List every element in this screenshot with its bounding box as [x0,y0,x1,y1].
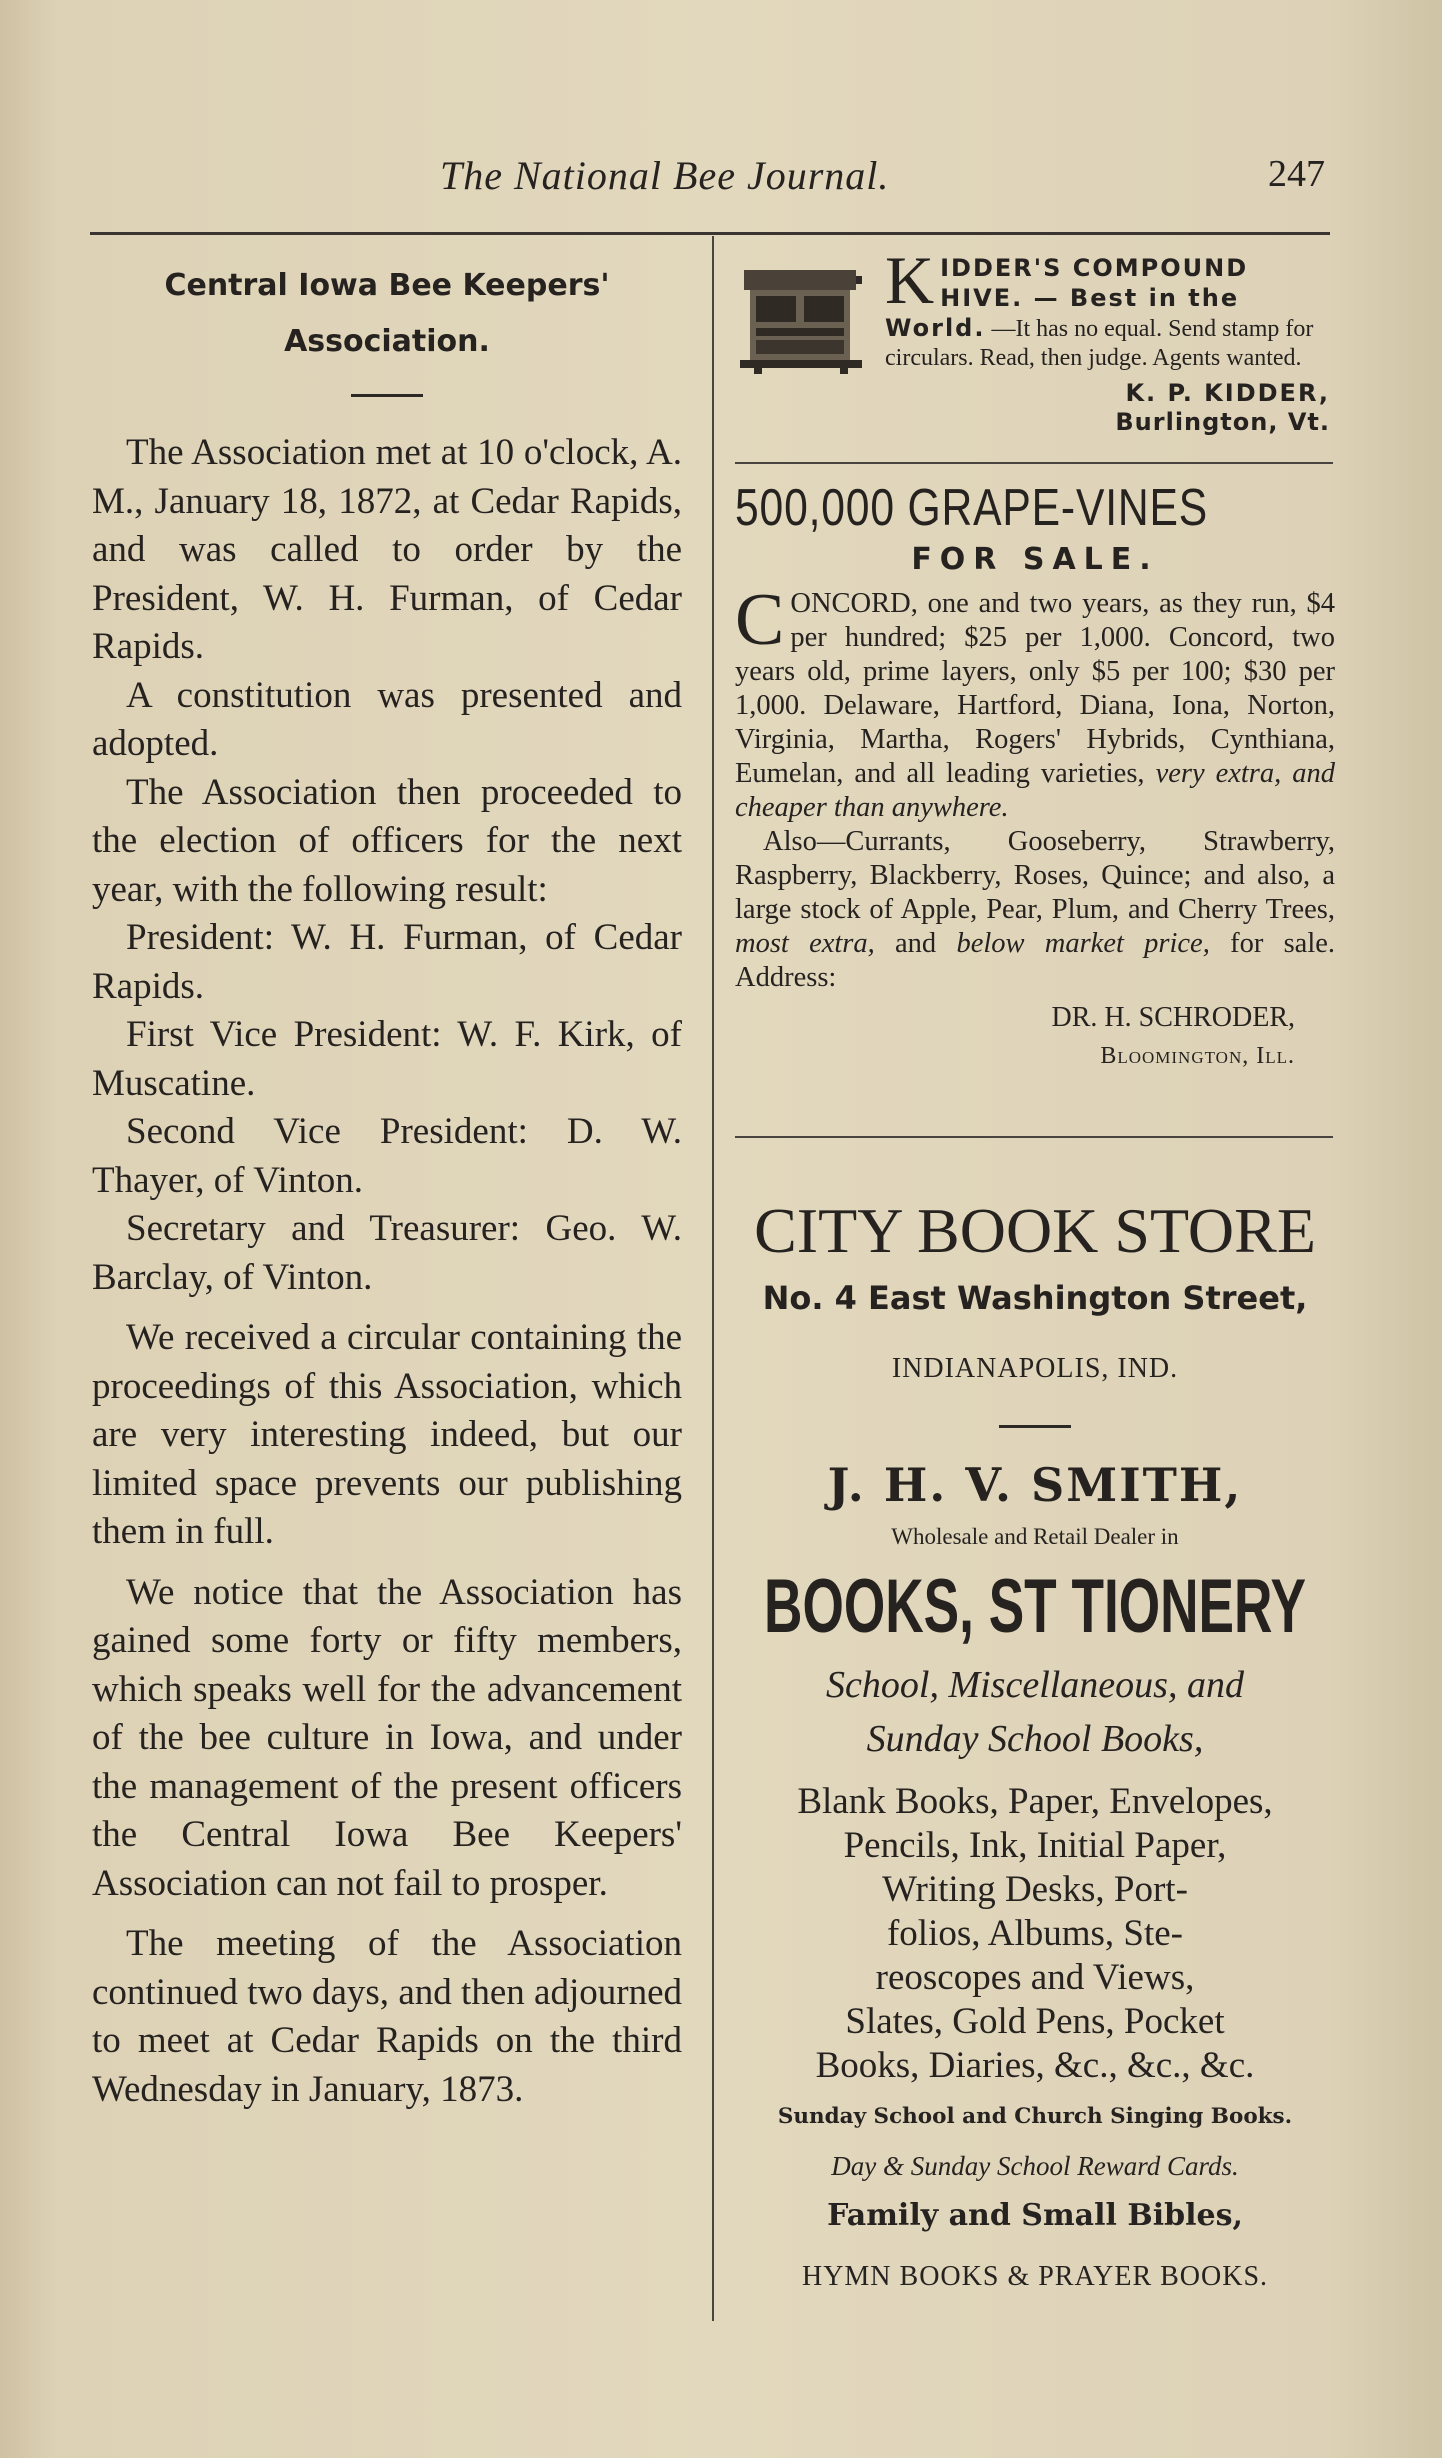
running-title: The National Bee Journal. [440,153,890,198]
grape-initial: C [735,579,785,661]
kidder-body: —It has no equal. Send stamp for circulars. Read, then judge. Agents wanted. [885,316,1314,371]
store-headline: BOOKS, ST TIONERY [764,1564,1306,1649]
article-paragraph: The meeting of the Association continued two days, and then adjourned to meet at Cedar Rapids on the third Wednesday in January, 1873. [92,1923,682,2110]
grape-also-paragraph [735,825,1335,995]
grape-title: 500,000 GRAPE-VINES [735,479,1209,537]
grape-also-italic: most extra, [735,928,875,959]
kidder-city: Burlington, Vt. [1115,408,1330,436]
grape-seller: DR. H. SCHRODER, [1051,1002,1295,1033]
article-paragraph: The Association then proceeded to the election of officers for the next year, with the following result: [92,771,682,910]
list-item: reoscopes and Views, [875,1957,1195,1998]
article-paragraph: Secretary and Treasurer: Geo. W. Barclay, of Vinton. [92,1208,682,1298]
grape-seller-city: Bloomington, Ill. [1100,1043,1295,1069]
column-divider [712,236,714,2321]
article-title-line2: Association. [284,324,490,359]
beehive-icon [740,262,862,374]
kidder-ad [735,240,1335,452]
list-item: Pencils, Ink, Initial Paper, [843,1825,1227,1866]
store-dealer: Wholesale and Retail Dealer in [891,1524,1179,1549]
store-school-books [735,1658,1335,1766]
store-reward-cards: Day & Sunday School Reward Cards. [831,2151,1239,2181]
article-title-line1: Central Iowa Bee Keepers' [164,268,610,303]
list-item: Blank Books, Paper, Envelopes, [797,1781,1273,1822]
article-paragraph: The Association met at 10 o'clock, A. M., January 18, 1872, at Cedar Rapids, and was called to order by the President, W. H. Furman, of Cedar Rapids. [92,432,682,667]
store-title: CITY BOOK STORE [754,1195,1316,1266]
article-paragraph: We received a circular containing the proceedings of this Association, which are very interesting indeed, but our limited space prevents our publishing them in full. [92,1317,682,1552]
grape-paragraph [735,579,1336,825]
school-line: Sunday School Books, [866,1718,1204,1760]
grape-body-italic: very extra, and cheaper than anywhere. [735,758,1336,823]
list-item: Books, Diaries, &c., &c., &c. [815,2045,1255,2086]
school-line: School, Miscellaneous, and [826,1664,1244,1706]
list-item: Slates, Gold Pens, Pocket [845,2001,1225,2042]
grape-also-text: for sale. Address: [735,928,1336,993]
list-item: folios, Albums, Ste- [886,1913,1184,1954]
grape-subtitle: FOR SALE. [911,542,1159,577]
ad-rule [735,462,1333,464]
page-number: 247 [1268,153,1325,195]
article-paragraph: President: W. H. Furman, of Cedar Rapids. [92,917,682,1007]
kidder-name: K. P. KIDDER, [1125,379,1330,407]
store-item-list [735,1780,1335,2088]
grape-body-text: ONCORD, one and two years, as they run, $4 per hundred; $25 per 1,000. Concord, two years old, prime layers, only $5 per 100; $30 per 1,000. Delaware, Hartford, Diana, Iona, Norton, Virginia, Martha, Rogers' Hybrids, Cynthiana, Eumelan, and all leading varieties, [735,588,1335,789]
store-rule [999,1425,1071,1428]
grape-vines-ad [735,478,1335,1073]
ad-rule [735,1136,1333,1138]
store-hymn-books: HYMN BOOKS & PRAYER BOOKS. [801,2261,1269,2292]
grape-also-text: and [895,928,937,959]
page-header [0,152,1442,202]
book-store-ad [735,1195,1335,2293]
article-paragraph: Second Vice President: D. W. Thayer, of Vinton. [92,1111,682,1201]
grape-also-italic: below market price, [956,928,1210,959]
title-rule [351,394,423,397]
store-singing-books: Sunday School and Church Singing Books. [777,2104,1293,2129]
article-paragraph: We notice that the Association has gained some forty or fifty members, which speaks well for the advancement of the bee culture in Iowa, and under the management of the present officers the Central Iowa Bee Keepers' Association can not fail to prosper. [92,1571,682,1904]
store-proprietor: J. H. V. SMITH, [827,1458,1243,1512]
header-rule [90,232,1330,235]
grape-also-text: Also—Currants, Gooseberry, Strawberry, Raspberry, Blackberry, Roses, Quince; and also, a large stock of Apple, Pear, Plum, and Cherry Trees, [735,826,1335,925]
article-paragraph: First Vice President: W. F. Kirk, of Muscatine. [92,1014,682,1104]
kidder-initial: K [885,242,935,318]
store-city: INDIANAPOLIS, IND. [891,1353,1179,1384]
article-title [92,258,682,370]
kidder-headline: IDDER'S COMPOUND HIVE. — Best in the World. [885,254,1249,342]
article-paragraph: A constitution was presented and adopted. [92,674,682,764]
list-item: Writing Desks, Port- [882,1869,1188,1910]
store-bibles: Family and Small Bibles, [827,2198,1243,2233]
article-column [92,258,682,2114]
store-street: No. 4 East Washington Street, [762,1279,1308,1317]
